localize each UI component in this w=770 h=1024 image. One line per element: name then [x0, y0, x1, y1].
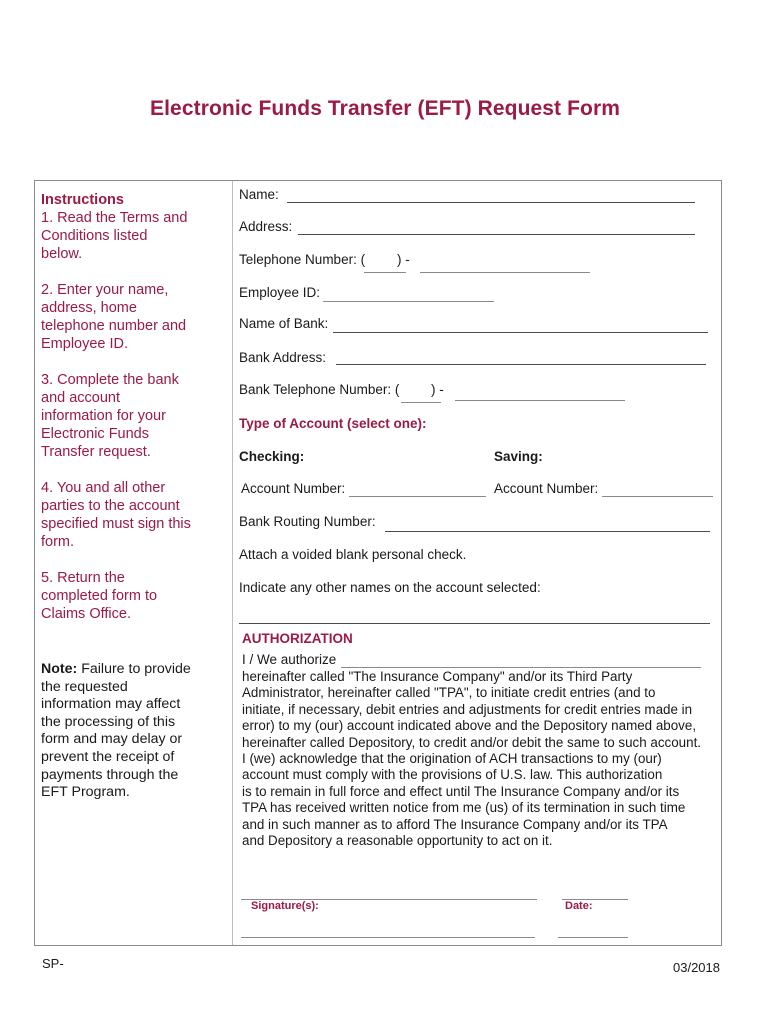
authorization-heading: AUTHORIZATION — [242, 631, 353, 646]
note-panel — [41, 661, 191, 802]
address-field[interactable] — [298, 234, 695, 235]
instruction-step-2: 2. Enter your name, address, home telephone number and Employee ID. — [41, 282, 187, 352]
second-date-line[interactable] — [558, 937, 628, 938]
account-type-heading: Type of Account (select one): — [239, 416, 427, 431]
employee-id-label: Employee ID: — [239, 285, 321, 300]
instruction-step-1: 1. Read the Terms and Conditions listed below. — [41, 210, 188, 262]
saving-label[interactable]: Saving: — [494, 449, 543, 464]
attach-check-instruction: Attach a voided blank personal check. — [239, 547, 467, 562]
checking-account-number-field[interactable] — [349, 496, 486, 497]
authorized-company-field[interactable] — [341, 667, 701, 668]
bank-telephone-area-code-field[interactable] — [401, 402, 441, 403]
bank-name-field[interactable] — [333, 332, 708, 333]
instruction-step-3: 3. Complete the bank and account information for your Electronic Funds Transfer request. — [41, 372, 179, 460]
bank-telephone-label: Bank Telephone Number: ( — [239, 382, 400, 397]
instructions-heading: Instructions — [41, 192, 124, 208]
form-code: SP- — [42, 956, 64, 971]
bank-address-label: Bank Address: — [239, 350, 327, 365]
revision-date: 03/2018 — [673, 960, 720, 975]
second-signature-line[interactable] — [241, 937, 535, 938]
routing-number-field[interactable] — [385, 531, 710, 532]
bank-address-field[interactable] — [336, 364, 706, 365]
telephone-label: Telephone Number: ( — [239, 252, 366, 267]
instruction-step-4: 4. You and all other parties to the account specified must sign this form. — [41, 480, 191, 550]
note-label: Note: — [41, 661, 78, 677]
address-label: Address: — [239, 219, 293, 234]
signature-label: Signature(s): — [251, 900, 319, 912]
note-text: Failure to provide the requested information may affect the processing of this form and may delay or prevent the receipt of payments through the EFT Program. — [41, 661, 191, 801]
checking-account-number-label: Account Number: — [241, 481, 346, 496]
authorization-text: hereinafter called "The Insurance Company" and/or its Third Party Administrator, hereinafter called "TPA", to initiate credit entries (and to initiate, if necessary, debit entries and adjustments for credit entries made in error) to my (our) account indicated above and the Depository named above, hereinafter called Depository, to credit and/or debit the same to such account. I (we) acknowledge that the origination of ACH transactions to my (our) account must comply with the provisions of U.S. law. This authorization is to remain in full force and effect until The Insurance Company and/or its TPA has received written notice from me (us) of its termination in such time and in such manner as to afford The Insurance Company and/or its TPA and Depository a reasonable opportunity to act on it. — [242, 669, 702, 849]
telephone-close-label: ) - — [397, 252, 410, 267]
telephone-area-code-field[interactable] — [364, 272, 406, 273]
employee-id-field[interactable] — [323, 301, 494, 302]
routing-number-label: Bank Routing Number: — [239, 514, 376, 529]
other-names-label: Indicate any other names on the account selected: — [239, 580, 541, 595]
column-divider — [232, 181, 233, 945]
date-label: Date: — [565, 900, 593, 912]
instructions-panel — [41, 191, 191, 641]
checking-label[interactable]: Checking: — [239, 449, 305, 464]
instruction-step-5: 5. Return the completed form to Claims Office. — [41, 570, 158, 622]
bank-name-label: Name of Bank: — [239, 316, 329, 331]
saving-account-number-label: Account Number: — [494, 481, 599, 496]
bank-telephone-number-field[interactable] — [455, 400, 625, 401]
name-label: Name: — [239, 187, 279, 202]
bank-telephone-close-label: ) - — [431, 382, 444, 397]
authorize-label: I / We authorize — [242, 652, 337, 667]
saving-account-number-field[interactable] — [602, 496, 713, 497]
other-names-field[interactable] — [239, 623, 710, 624]
name-field[interactable] — [287, 202, 695, 203]
form-title: Electronic Funds Transfer (EFT) Request Form — [150, 97, 620, 120]
telephone-number-field[interactable] — [420, 272, 590, 273]
